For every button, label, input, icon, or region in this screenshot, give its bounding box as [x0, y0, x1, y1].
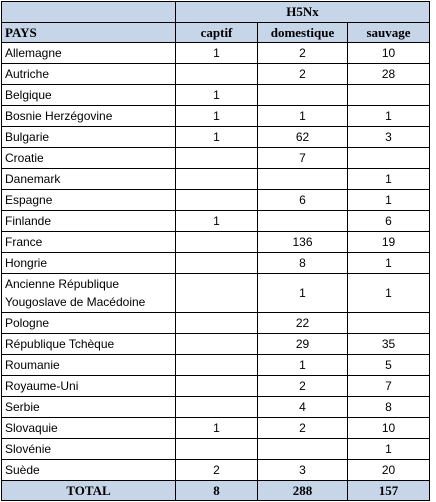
cell-sauvage — [348, 148, 430, 169]
cell-pays: France — [2, 232, 176, 253]
table-row — [2, 127, 430, 148]
cell-pays: Pologne — [2, 313, 176, 334]
table-row — [2, 64, 430, 85]
total-label: TOTAL — [2, 481, 176, 501]
cell-sauvage: 19 — [348, 232, 430, 253]
cell-sauvage: 1 — [348, 274, 430, 313]
table-row — [2, 355, 430, 376]
cell-sauvage — [348, 85, 430, 106]
cell-domestique: 2 — [258, 418, 348, 439]
table-row — [2, 85, 430, 106]
cell-sauvage: 8 — [348, 397, 430, 418]
table-row — [2, 211, 430, 232]
table-row — [2, 334, 430, 355]
total-sauvage: 157 — [348, 481, 430, 501]
column-header-captif: captif — [176, 23, 258, 43]
column-header-domestique: domestique — [258, 23, 348, 43]
cell-pays: Bulgarie — [2, 127, 176, 148]
cell-captif: 1 — [176, 127, 258, 148]
cell-domestique — [258, 439, 348, 460]
cell-pays: Danemark — [2, 169, 176, 190]
cell-pays: Slovaquie — [2, 418, 176, 439]
cell-pays: Espagne — [2, 190, 176, 211]
header-blank-cell — [2, 2, 176, 23]
cell-domestique: 29 — [258, 334, 348, 355]
cell-domestique — [258, 169, 348, 190]
cell-domestique: 1 — [258, 274, 348, 313]
table-row — [2, 460, 430, 481]
cell-domestique: 62 — [258, 127, 348, 148]
column-header-pays: PAYS — [2, 23, 176, 43]
table-row — [2, 397, 430, 418]
cell-pays: Hongrie — [2, 253, 176, 274]
cell-sauvage: 1 — [348, 190, 430, 211]
cell-captif — [176, 169, 258, 190]
total-row — [2, 481, 430, 501]
table-row — [2, 313, 430, 334]
cell-captif — [176, 376, 258, 397]
cell-pays: Suède — [2, 460, 176, 481]
table-body — [2, 43, 430, 481]
cell-captif: 1 — [176, 85, 258, 106]
cell-captif: 1 — [176, 211, 258, 232]
column-header-sauvage: sauvage — [348, 23, 430, 43]
cell-captif — [176, 274, 258, 313]
cell-pays: Allemagne — [2, 43, 176, 64]
cell-domestique: 2 — [258, 43, 348, 64]
cell-pays: Ancienne République Yougoslave de Macédoine — [2, 274, 176, 313]
cell-captif — [176, 232, 258, 253]
group-header-row — [2, 2, 430, 23]
cell-domestique — [258, 85, 348, 106]
group-header-h5nx: H5Nx — [176, 2, 430, 23]
cell-pays: République Tchèque — [2, 334, 176, 355]
cell-domestique: 4 — [258, 397, 348, 418]
table-row — [2, 274, 430, 313]
cell-captif — [176, 190, 258, 211]
table-row — [2, 232, 430, 253]
cell-captif — [176, 355, 258, 376]
cell-sauvage: 3 — [348, 127, 430, 148]
cell-domestique — [258, 211, 348, 232]
cell-pays: Finlande — [2, 211, 176, 232]
cell-sauvage: 28 — [348, 64, 430, 85]
cell-sauvage: 1 — [348, 253, 430, 274]
table-row — [2, 253, 430, 274]
cell-pays: Royaume-Uni — [2, 376, 176, 397]
h5nx-table — [1, 1, 430, 501]
cell-captif — [176, 148, 258, 169]
cell-captif — [176, 313, 258, 334]
cell-captif: 1 — [176, 106, 258, 127]
cell-sauvage: 20 — [348, 460, 430, 481]
cell-domestique: 1 — [258, 106, 348, 127]
table-row — [2, 148, 430, 169]
column-header-row — [2, 23, 430, 43]
cell-sauvage: 1 — [348, 106, 430, 127]
total-captif: 8 — [176, 481, 258, 501]
cell-captif: 1 — [176, 43, 258, 64]
cell-captif — [176, 439, 258, 460]
cell-pays: Croatie — [2, 148, 176, 169]
cell-domestique: 136 — [258, 232, 348, 253]
table-row — [2, 43, 430, 64]
cell-sauvage: 7 — [348, 376, 430, 397]
cell-pays: Serbie — [2, 397, 176, 418]
cell-captif: 1 — [176, 418, 258, 439]
cell-sauvage: 6 — [348, 211, 430, 232]
table-row — [2, 418, 430, 439]
cell-sauvage: 35 — [348, 334, 430, 355]
table-row — [2, 439, 430, 460]
cell-captif: 2 — [176, 460, 258, 481]
cell-domestique: 2 — [258, 376, 348, 397]
cell-pays: Autriche — [2, 64, 176, 85]
cell-sauvage: 5 — [348, 355, 430, 376]
cell-domestique: 2 — [258, 64, 348, 85]
cell-sauvage: 1 — [348, 439, 430, 460]
cell-pays: Bosnie Herzégovine — [2, 106, 176, 127]
table-row — [2, 376, 430, 397]
cell-captif — [176, 397, 258, 418]
table-row — [2, 106, 430, 127]
cell-domestique: 6 — [258, 190, 348, 211]
cell-sauvage: 10 — [348, 418, 430, 439]
cell-domestique: 22 — [258, 313, 348, 334]
cell-domestique: 7 — [258, 148, 348, 169]
cell-captif — [176, 253, 258, 274]
table-row — [2, 169, 430, 190]
cell-pays: Roumanie — [2, 355, 176, 376]
cell-sauvage — [348, 313, 430, 334]
cell-domestique: 3 — [258, 460, 348, 481]
cell-domestique: 1 — [258, 355, 348, 376]
cell-sauvage: 10 — [348, 43, 430, 64]
cell-sauvage: 1 — [348, 169, 430, 190]
total-domestique: 288 — [258, 481, 348, 501]
cell-captif — [176, 334, 258, 355]
cell-domestique: 8 — [258, 253, 348, 274]
data-table-container — [1, 1, 430, 501]
cell-pays: Belgique — [2, 85, 176, 106]
cell-pays: Slovénie — [2, 439, 176, 460]
cell-captif — [176, 64, 258, 85]
table-row — [2, 190, 430, 211]
